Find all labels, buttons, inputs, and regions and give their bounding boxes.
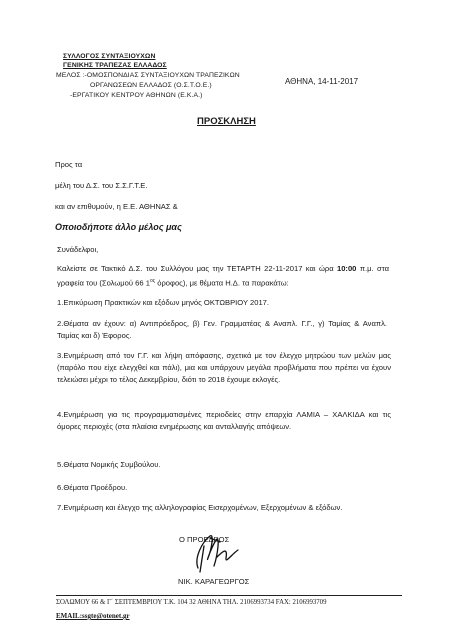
- greeting: Συνάδελφοι,: [57, 245, 99, 254]
- place-date: ΑΘΗΝΑ, 14-11-2017: [285, 77, 359, 86]
- document-title: ΠΡΟΣΚΛΗΣΗ: [197, 116, 256, 127]
- recipients-line-3: Οποιοδήποτε άλλο μέλος μας: [55, 222, 182, 232]
- org-name: ΣΥΛΛΟΓΟΣ ΣΥΝΤΑΞΙΟΥΧΩΝ: [63, 53, 156, 60]
- intro-part-1: Καλείστε σε Τακτικό Δ.Σ. του Συλλόγου μας την ΤΕΤΑΡΤΗ 22-11-2017 και ώρα: [57, 264, 337, 273]
- intro-paragraph: [57, 263, 389, 290]
- footer-address: ΣΟΛΩΜΟΥ 66 & Γ΄ ΣΕΠΤΕΜΒΡΙΟΥ Τ.Κ. 104 32 ΑΘΗΝΑ ΤΗΛ. 2106993734 FAX: 2106993709: [56, 599, 327, 606]
- intro-part-2: π.μ. στα γραφεία του (Σολωμού 66 1: [57, 264, 389, 288]
- agenda-item-4: 4.Ενημέρωση για τις προγραμματισμένες περιοδείες στην επαρχία ΛΑΜΙΑ – ΧΑΛΚΙΔΑ και τις όμορες περιοχές (στα πλαίσια ενημέρωσης και ανταλλαγής απόψεων.: [57, 410, 391, 431]
- handwritten-signature: [180, 528, 250, 576]
- footer-rule: [56, 595, 402, 596]
- signature-role: Ο ΠΡΟΕΔΡΟΣ: [179, 535, 230, 544]
- recipients-line-2: και αν επιθυμούν, η Ε.Ε. ΑΘΗΝΑΣ &: [55, 202, 178, 211]
- org-subtitle: ΓΕΝΙΚΗΣ ΤΡΑΠΕΖΑΣ ΕΛΛΑΔΟΣ: [63, 62, 167, 69]
- agenda-item-2: 2.Θέματα αν έχουν: α) Αντιπρόεδρος, β) Γεν. Γραμματέας & Αναπλ. Γ.Γ., γ) Ταμίας & Αναπλ. Ταμίας και δ) Έφορος.: [57, 319, 387, 340]
- signature-name: ΝΙΚ. ΚΑΡΑΓΕΩΡΓΟΣ: [178, 577, 250, 586]
- member-line-3: -ΕΡΓΑΤΙΚΟΥ ΚΕΝΤΡΟΥ ΑΘΗΝΩΝ (Ε.Κ.Α.): [70, 92, 203, 99]
- agenda-item-1: 1.Επικύρωση Πρακτικών και εξόδων μηνός ΟΚΤΩΒΡΙΟΥ 2017.: [57, 298, 269, 307]
- meeting-time: 10:00: [336, 264, 357, 273]
- footer-email[interactable]: EMAIL:ssgte@otenet.gr: [56, 612, 130, 620]
- agenda-item-5: 5.Θέματα Νομικής Συμβούλου.: [57, 460, 161, 469]
- intro-part-3: όροφος), με θέματα Η.Δ. τα παρακάτω:: [155, 278, 289, 288]
- agenda-item-3: 3.Ενημέρωση από τον Γ.Γ. και λήψη απόφασης, σχετικά με τον έλεγχο μητρώου των μελών μας (παρόλο που είχε ελεγχθεί και πάλι), μια και υπάρχουν μεγάλα προβλήματα που πρέπει να έχουν τελειώσει μέχρι το τέλος Δεκεμβρίου, διότι το 2018 έχουμε εκλογές.: [57, 351, 391, 384]
- agenda-item-7: 7.Ενημέρωση και έλεγχο της αλληλογραφίας Εισερχομένων, Εξερχομένων & εξόδων.: [57, 503, 343, 512]
- agenda-item-6: 6.Θέματα Προέδρου.: [57, 483, 128, 492]
- recipients-to: Προς τα: [55, 160, 83, 169]
- member-line-2: ΟΡΓΑΝΩΣΕΩΝ ΕΛΛΑΔΟΣ (Ο.Σ.Τ.Ο.Ε.): [90, 82, 212, 89]
- recipients-line-1: μέλη του Δ.Σ. του Σ.Σ.Γ.Τ.Ε.: [55, 181, 148, 190]
- floor-superscript: ος: [149, 278, 156, 284]
- member-line-1: ΜΕΛΟΣ :-ΟΜΟΣΠΟΝΔΙΑΣ ΣΥΝΤΑΞΙΟΥΧΩΝ ΤΡΑΠΕΖΙΚΩΝ: [56, 72, 240, 79]
